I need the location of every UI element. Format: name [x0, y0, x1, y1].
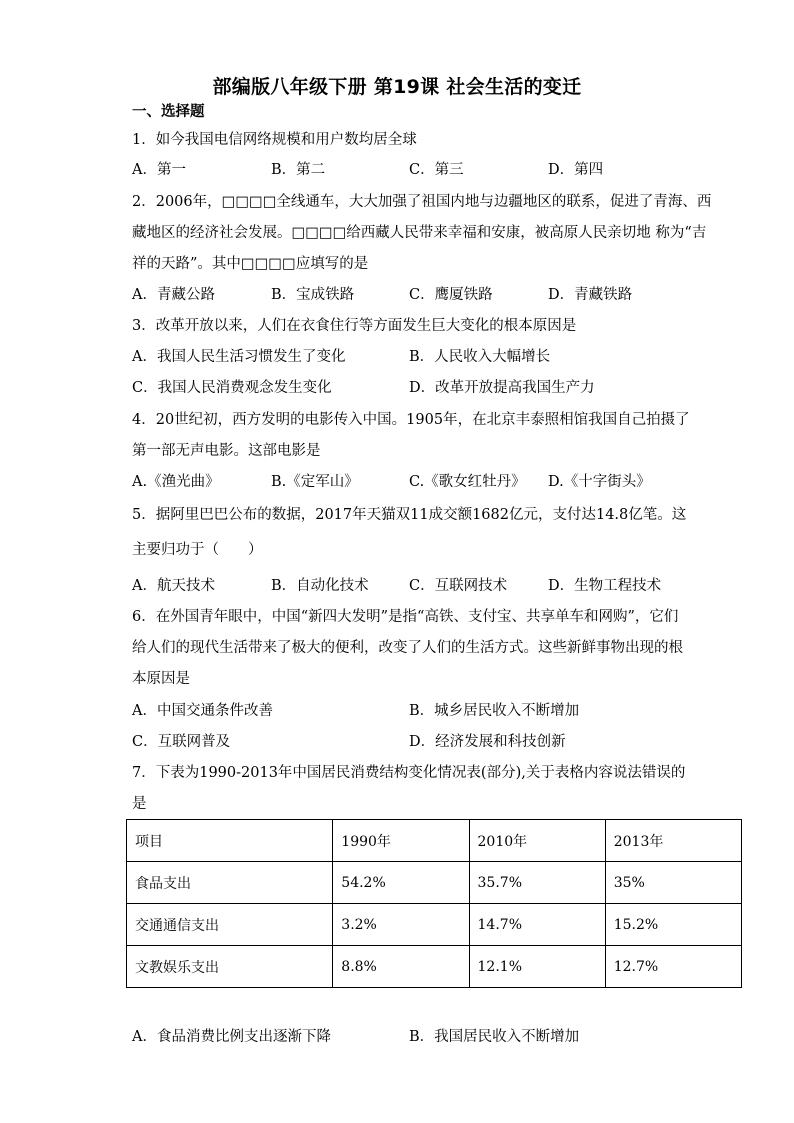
question-5-line-2: 主要归功于（ ）: [132, 542, 263, 558]
table-header-cell: 2013年: [605, 820, 741, 862]
question-2-line-2: 藏地区的经济社会发展。□□□□给西藏人民带来幸福和安康，被高原人民亲切地 称为“吉: [132, 225, 707, 241]
q3-option-c: C．我国人民消费观念发生变化: [132, 380, 332, 396]
q5-option-b: B．自动化技术: [271, 578, 369, 594]
q4-option-b: B.《定军山》: [271, 474, 359, 490]
q5-option-c: C．互联网技术: [409, 578, 508, 594]
q5-option-d: D．生物工程技术: [548, 578, 662, 594]
q3-option-d: D．改革开放提高我国生产力: [409, 380, 595, 396]
table-cell: 3.2%: [333, 904, 469, 946]
table-cell: 54.2%: [333, 862, 469, 904]
q6-option-a: A．中国交通条件改善: [132, 703, 273, 719]
table-cell: 文教娱乐支出: [127, 946, 333, 988]
document-title: 部编版八年级下册 第19课 社会生活的变迁: [212, 76, 582, 98]
question-6-line-1: 6．在外国青年眼中，中国“新四大发明”是指“高铁、支付宝、共享单车和网购”，它们: [132, 609, 679, 625]
table-row: [127, 946, 742, 988]
q2-option-b: B．宝成铁路: [271, 287, 355, 303]
q2-option-a: A．青藏公路: [132, 287, 215, 303]
table-cell: 12.7%: [605, 946, 741, 988]
table-header-cell: 1990年: [333, 820, 469, 862]
q7-option-a: A．食品消费比例支出逐渐下降: [132, 1029, 331, 1045]
question-5-line-1: 5．据阿里巴巴公布的数据，2017年天猫双11成交额1682亿元，支付达14.8亿笔。这: [132, 507, 687, 523]
q6-option-c: C．互联网普及: [132, 734, 231, 750]
question-7-line-1: 7．下表为1990-2013年中国居民消费结构变化情况表(部分),关于表格内容说法错误的: [132, 765, 686, 781]
table-cell: 14.7%: [469, 904, 605, 946]
q2-option-d: D．青藏铁路: [548, 287, 633, 303]
question-6-line-2: 给人们的现代生活带来了极大的便利，改变了人们的生活方式。这些新鲜事物出现的根: [132, 640, 683, 656]
q2-option-c: C．鹰厦铁路: [409, 287, 493, 303]
q3-option-a: A．我国人民生活习惯发生了变化: [132, 349, 346, 365]
table-cell: 12.1%: [469, 946, 605, 988]
table-header-cell: 2010年: [469, 820, 605, 862]
question-4-line-2: 第一部无声电影。这部电影是: [132, 443, 321, 459]
question-2-line-3: 祥的天路”。其中□□□□应填写的是: [132, 256, 369, 272]
q1-option-d: D．第四: [548, 162, 604, 178]
q7-option-b: B．我国居民收入不断增加: [409, 1029, 580, 1045]
table-cell: 交通通信支出: [127, 904, 333, 946]
table-cell: 35%: [605, 862, 741, 904]
q4-option-a: A.《渔光曲》: [132, 474, 220, 490]
section-heading: 一、选择题: [132, 104, 205, 120]
q6-option-d: D．经济发展和科技创新: [409, 734, 566, 750]
question-4-line-1: 4．20世纪初，西方发明的电影传入中国。1905年，在北京丰泰照相馆我国自己拍摄了: [132, 412, 690, 428]
table-header-row: [127, 820, 742, 862]
question-1-stem: 1．如今我国电信网络规模和用户数均居全球: [132, 132, 417, 148]
table-row: [127, 904, 742, 946]
q3-option-b: B．人民收入大幅增长: [409, 349, 551, 365]
q5-option-a: A．航天技术: [132, 578, 215, 594]
q1-option-a: A．第一: [132, 162, 186, 178]
consumption-structure-table: [126, 819, 742, 988]
table-row: [127, 862, 742, 904]
q1-option-c: C．第三: [409, 162, 464, 178]
table-cell: 8.8%: [333, 946, 469, 988]
q1-option-b: B．第二: [271, 162, 326, 178]
question-7-line-2: 是: [132, 796, 147, 812]
q4-option-d: D.《十字街头》: [548, 474, 651, 490]
table-cell: 35.7%: [469, 862, 605, 904]
table-header-cell: 项目: [127, 820, 333, 862]
question-3-stem: 3．改革开放以来，人们在衣食住行等方面发生巨大变化的根本原因是: [132, 318, 577, 334]
table-cell: 食品支出: [127, 862, 333, 904]
question-2-line-1: 2．2006年，□□□□全线通车，大大加强了祖国内地与边疆地区的联系，促进了青海、西: [132, 194, 712, 210]
q4-option-c: C.《歌女红牡丹》: [409, 474, 526, 490]
q6-option-b: B．城乡居民收入不断增加: [409, 703, 580, 719]
table-cell: 15.2%: [605, 904, 741, 946]
question-6-line-3: 本原因是: [132, 671, 190, 687]
